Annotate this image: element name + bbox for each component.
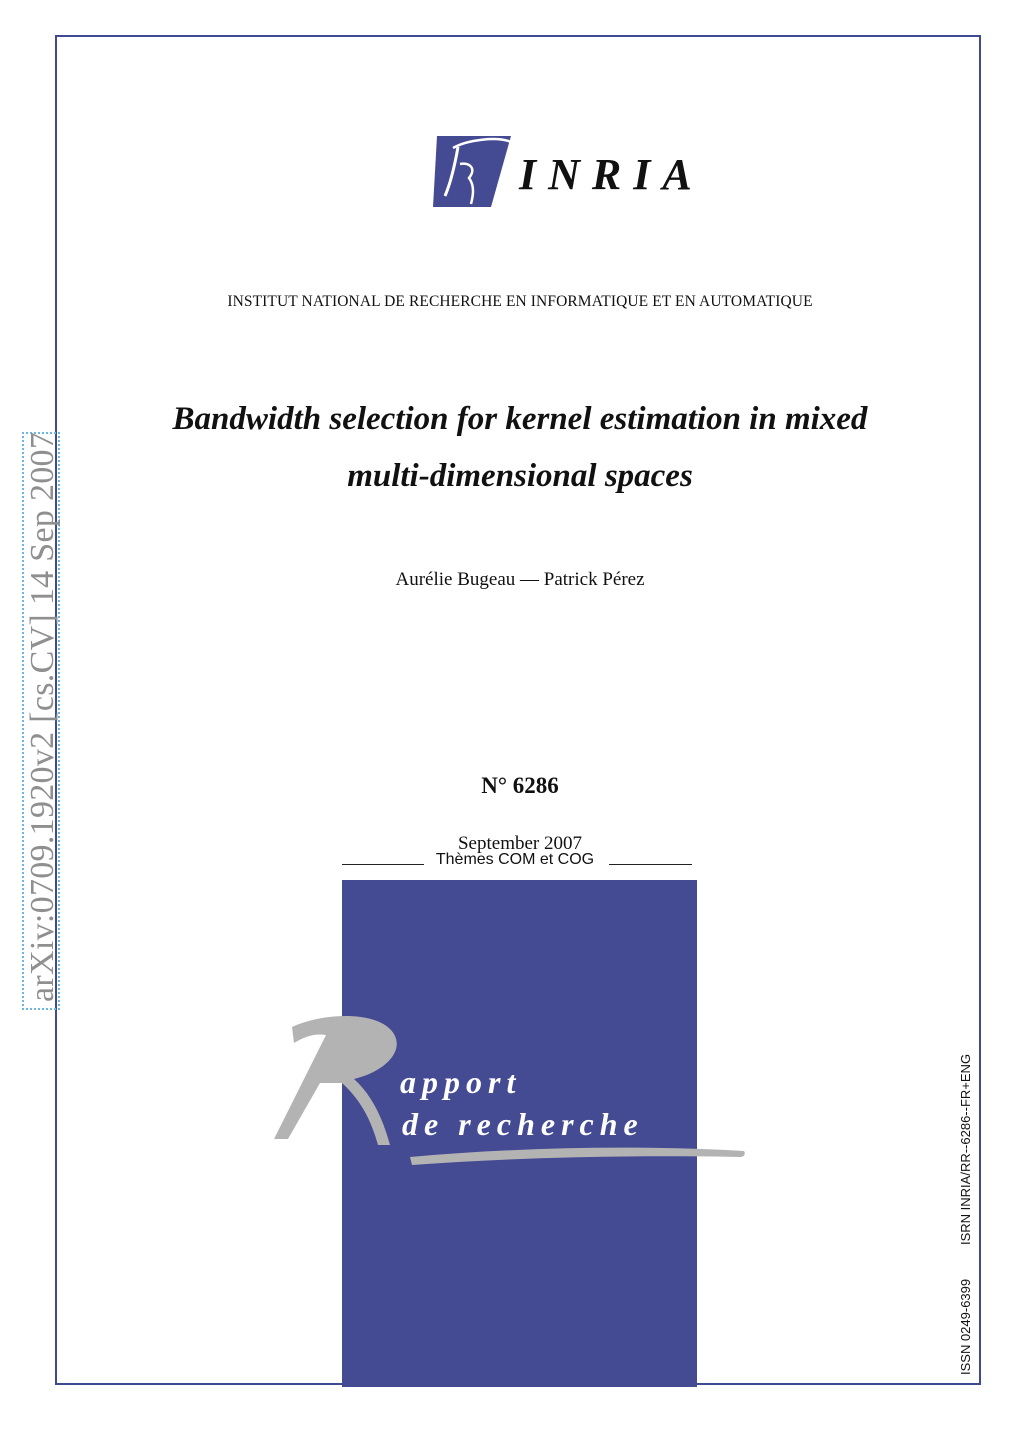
inria-logo [433, 134, 717, 209]
publication-date: September 2007 [457, 833, 582, 854]
isrn-label: ISRN INRIA/RR--6286--FR+ENG [958, 1053, 973, 1245]
inria-logo-text: INRIA [519, 150, 704, 199]
report-series-line-1: apport [400, 1064, 522, 1100]
r-glyph-icon [274, 1016, 397, 1145]
issn-label: ISSN 0249-6399 [958, 1278, 973, 1375]
swoosh-underline [410, 1148, 745, 1165]
report-number: N° 6286 [481, 773, 559, 798]
authors: Aurélie Bugeau — Patrick Pérez [395, 569, 645, 590]
institute-name: INSTITUT NATIONAL DE RECHERCHE EN INFORMATIQUE ET EN AUTOMATIQUE [227, 293, 813, 310]
paper-title [117, 391, 923, 505]
rapport-de-recherche-graphic [262, 1005, 752, 1180]
arxiv-stamp: arXiv:0709.1920v2 [cs.CV] 14 Sep 2007 [22, 432, 60, 1010]
report-series-line-2: de recherche [402, 1106, 644, 1142]
title-line-2: multi-dimensional spaces [347, 458, 693, 494]
inria-logo-icon [433, 136, 511, 207]
themes-label: Thèmes COM et COG [435, 851, 595, 868]
title-line-1: Bandwidth selection for kernel estimation in mixed [172, 401, 868, 437]
